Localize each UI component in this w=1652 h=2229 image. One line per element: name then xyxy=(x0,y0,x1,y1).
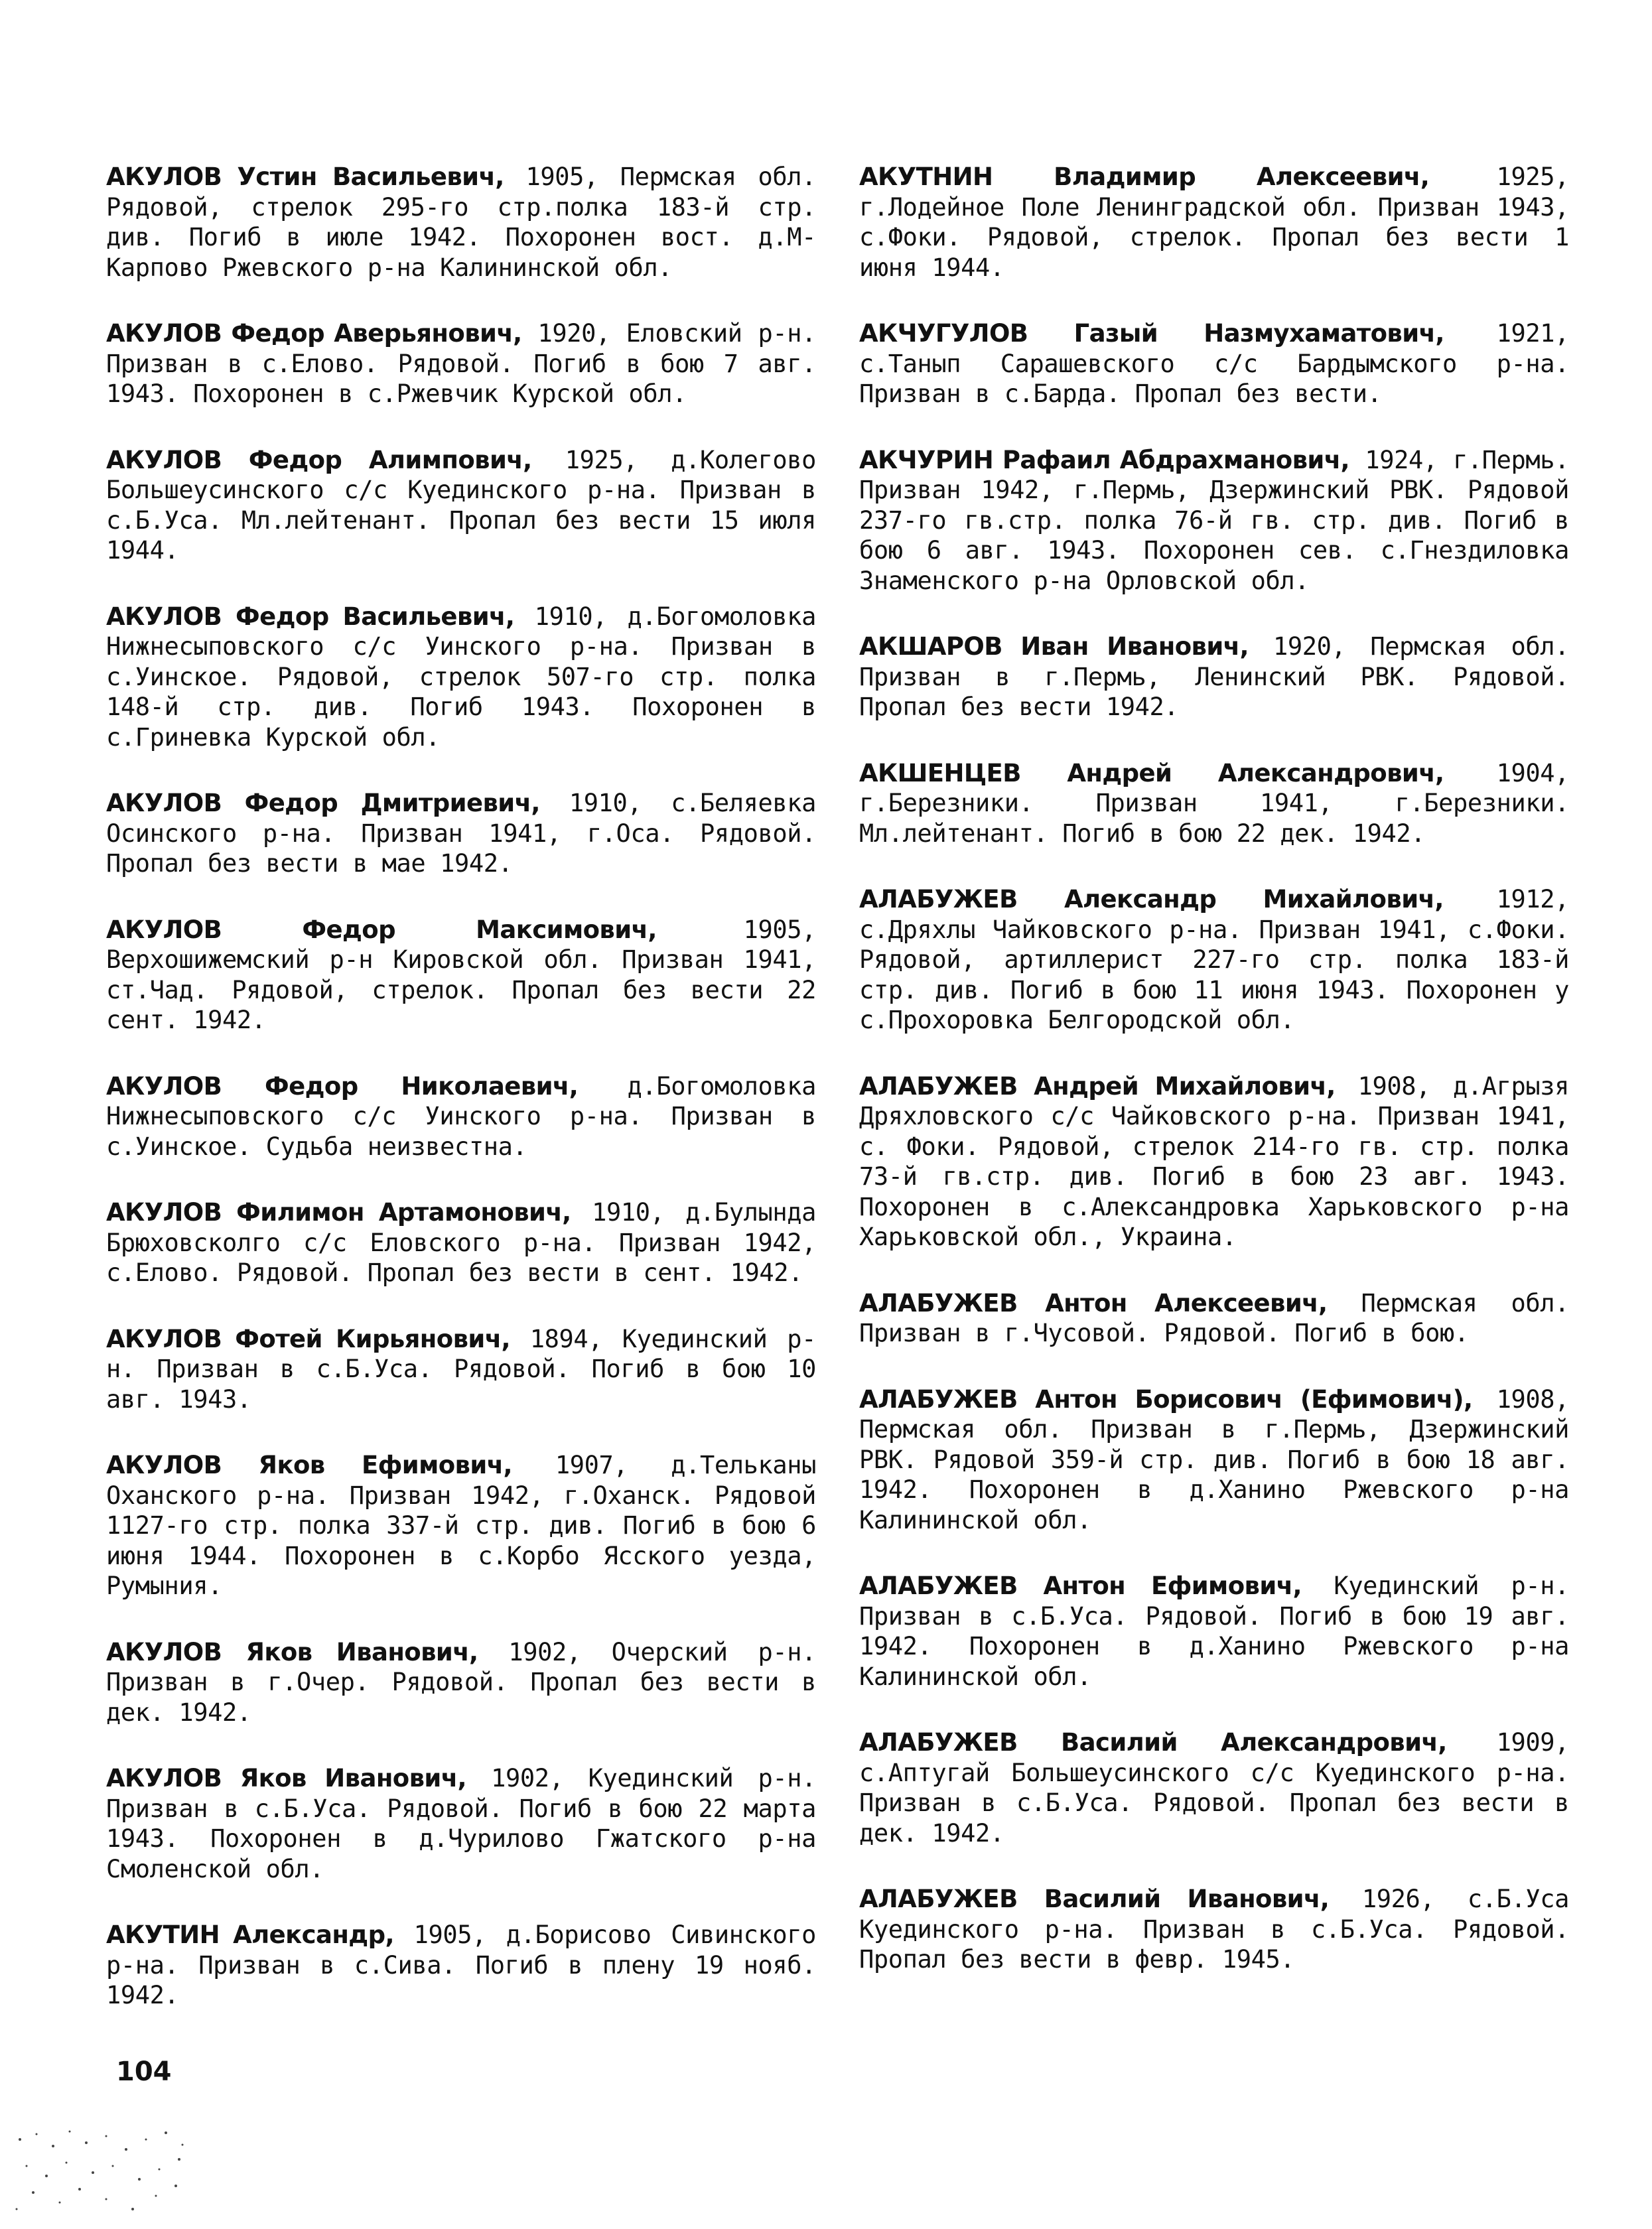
entry xyxy=(106,1197,816,1288)
entry-text: 1925, д.Колегово Большеусинского с/с Куединского р-на. Призван в с.Б.Уса. Мл.лейтенант. Пропал без вести 15 июля 1944. xyxy=(106,445,816,565)
entry xyxy=(859,758,1569,849)
entry-name: АЛАБУЖЕВ Андрей Михайлович, xyxy=(859,1071,1336,1101)
entry-text: 1904, г.Березники. Призван 1941, г.Березники. Мл.лейтенант. Погиб в бою 22 дек. 1942. xyxy=(859,758,1569,848)
entry-name: АКУТНИН Владимир Алексеевич, xyxy=(859,163,1430,191)
entry-name: АКЧУРИН Рафаил Абдрахманович, xyxy=(859,445,1350,474)
entry-text: 1905, Пермская обл. Рядовой, стрелок 295-го стр.полка 183-й стр. див. Погиб в июле 1942. Похоронен вост. д.М-Карпово Ржевского р-на Калининской обл. xyxy=(106,163,816,282)
page-number: 104 xyxy=(116,2057,172,2087)
right-column xyxy=(859,162,1569,2011)
entry xyxy=(106,445,816,566)
entry-name: АКУЛОВ Устин Васильевич, xyxy=(106,163,504,191)
entry-text: 1920, Пермская обл. Призван в г.Пермь, Ленинский РВК. Рядовой. Пропал без вести 1942. xyxy=(859,632,1569,721)
entry-name: АКУЛОВ Федор Максимович, xyxy=(106,915,657,944)
entry-text: 1908, д.Агрызя Дряхловского с/с Чайковского р-на. Призван 1941, с. Фоки. Рядовой, стрелок 214-го гв. стр. полка 73-й гв.стр. див. Погиб в бою 23 авг. 1943. Похоронен в с.Александровка Харьковского р-на Харьковской обл., Украина. xyxy=(859,1071,1570,1251)
entry-name: АКУЛОВ Федор Николаевич, xyxy=(106,1071,579,1101)
entry-name: АКУЛОВ Яков Иванович, xyxy=(106,1637,478,1666)
entry xyxy=(106,788,816,879)
entry xyxy=(859,632,1569,722)
entry xyxy=(859,445,1569,596)
entry-text: 1909, с.Аптугай Большеусинского с/с Куединского р-на. Призван в с.Б.Уса. Рядовой. Пропал без вести в дек. 1942. xyxy=(859,1728,1569,1848)
entry-name: АКУЛОВ Федор Аверьянович, xyxy=(106,319,522,348)
entry-name: АКУЛОВ Яков Иванович, xyxy=(106,1764,466,1792)
entry-name: АКУТИН Александр, xyxy=(106,1921,394,1949)
entry-text: 1905, Верхошижемский р-н Кировской обл. Призван 1941, ст.Чад. Рядовой, стрелок. Пропал без вести 22 сент. 1942. xyxy=(106,915,816,1034)
entry-name: АКЧУГУЛОВ Газый Назмухаматович, xyxy=(859,319,1444,348)
entry-text: 1921, с.Танып Сарашевского с/с Бардымского р-на. Призван в с.Барда. Пропал без вести. xyxy=(859,319,1569,408)
entry xyxy=(859,1385,1569,1536)
entry xyxy=(859,1288,1569,1349)
entry-name: АЛАБУЖЕВ Антон Борисович (Ефимович), xyxy=(859,1385,1473,1414)
entry-name: АКУЛОВ Яков Ефимович, xyxy=(106,1451,512,1479)
entry xyxy=(859,1071,1569,1252)
entry-text: 1925, г.Лодейное Поле Ленинградской обл. Призван 1943, с.Фоки. Рядовой, стрелок. Пропал без вести 1 июня 1944. xyxy=(859,163,1569,282)
entry-name: АКУЛОВ Федор Алимпович, xyxy=(106,445,532,474)
entry-name: АЛАБУЖЕВ Василий Александрович, xyxy=(859,1728,1447,1757)
entry-text: 1910, с.Беляевка Осинского р-на. Призван 1941, г.Оса. Рядовой. Пропал без вести в мае 1942. xyxy=(106,789,816,878)
entry-text: Пермская обл. Призван в г.Чусовой. Рядовой. Погиб в бою. xyxy=(859,1288,1569,1347)
entry xyxy=(859,884,1569,1036)
left-column xyxy=(106,162,816,2047)
entry-text: 1907, д.Тельканы Оханского р-на. Призван 1942, г.Оханск. Рядовой 1127-го стр. полка 337-й стр. див. Погиб в бою 6 июня 1944. Похоронен в с.Корбо Ясского уезда, Румыния. xyxy=(106,1451,816,1600)
entry-name: АКШЕНЦЕВ Андрей Александрович, xyxy=(859,758,1444,787)
entry-text: д.Богомоловка Нижнесыповского с/с Уинского р-на. Призван в с.Уинское. Судьба неизвестна. xyxy=(106,1071,817,1161)
scan-noise xyxy=(7,2120,206,2219)
entry-name: АКШАРОВ Иван Иванович, xyxy=(859,632,1249,661)
entry-name: АЛАБУЖЕВ Александр Михайлович, xyxy=(859,885,1444,913)
entry-text: 1908, Пермская обл. Призван в г.Пермь, Дзержинский РВК. Рядовой 359-й стр. див. Погиб в бою 18 авг. 1942. Похоронен в д.Ханино Ржевского р-на Калининской обл. xyxy=(859,1385,1569,1534)
entry xyxy=(106,318,816,409)
entry-text: 1905, д.Борисово Сивинского р-на. Призван в с.Сива. Погиб в плену 19 нояб. 1942. xyxy=(106,1921,816,2009)
entry-name: АЛАБУЖЕВ Антон Алексеевич, xyxy=(859,1288,1328,1317)
entry xyxy=(859,1727,1569,1848)
entry xyxy=(106,1920,816,2011)
entry xyxy=(106,162,816,283)
entry-text: 1920, Еловский р-н. Призван в с.Елово. Рядовой. Погиб в бою 7 авг. 1943. Похоронен в с.Ржевчик Курской обл. xyxy=(106,319,816,408)
entry-name: АЛАБУЖЕВ Антон Ефимович, xyxy=(859,1572,1302,1600)
entry-name: АЛАБУЖЕВ Василий Иванович, xyxy=(859,1885,1330,1913)
entry-text: 1910, д.Булында Брюховсколго с/с Еловского р-на. Призван 1942, с.Елово. Рядовой. Пропал без вести в сент. 1942. xyxy=(106,1198,816,1287)
entry-text: 1894, Куединский р-н. Призван в с.Б.Уса. Рядовой. Погиб в бою 10 авг. 1943. xyxy=(106,1324,816,1414)
entry xyxy=(106,915,816,1036)
entry xyxy=(859,1571,1569,1692)
entry xyxy=(859,162,1569,283)
entry-text: Куединский р-н. Призван в с.Б.Уса. Рядовой. Погиб в бою 19 авг. 1942. Похоронен в д.Ханино Ржевского р-на Калининской обл. xyxy=(859,1572,1569,1691)
entry-name: АКУЛОВ Фотей Кирьянович, xyxy=(106,1324,510,1353)
entry xyxy=(859,1884,1569,1975)
entry-text: 1912, с.Дряхлы Чайковского р-на. Призван 1941, с.Фоки. Рядовой, артиллерист 227-го стр. полка 183-й стр. див. Погиб в бою 11 июня 1943. Похоронен у с.Прохоровка Белгородской обл. xyxy=(859,885,1569,1034)
entry-name: АКУЛОВ Федор Дмитриевич, xyxy=(106,789,540,817)
entry xyxy=(106,602,816,753)
entry xyxy=(106,1324,816,1415)
entry xyxy=(106,1637,816,1728)
entry-name: АКУЛОВ Филимон Артамонович, xyxy=(106,1198,571,1227)
entry-text: 1902, Очерский р-н. Призван в г.Очер. Рядовой. Пропал без вести в дек. 1942. xyxy=(106,1637,816,1727)
entry-text: 1910, д.Богомоловка Нижнесыповского с/с Уинского р-на. Призван в с.Уинское. Рядовой, стрелок 507-го стр. полка 148-й стр. див. Погиб 1943. Похоронен в с.Гриневка Курской обл. xyxy=(106,602,816,752)
entry-text: 1926, с.Б.Уса Куединского р-на. Призван в с.Б.Уса. Рядовой. Пропал без вести в февр. 1945. xyxy=(859,1885,1569,1974)
entry-text: 1902, Куединский р-н. Призван в с.Б.Уса. Рядовой. Погиб в бою 22 марта 1943. Похоронен в д.Чурилово Гжатского р-на Смоленской обл. xyxy=(106,1764,816,1883)
entry xyxy=(106,1071,816,1162)
entry-name: АКУЛОВ Федор Васильевич, xyxy=(106,602,515,631)
entry-text: 1924, г.Пермь. Призван 1942, г.Пермь, Дзержинский РВК. Рядовой 237-го гв.стр. полка 76-й гв. стр. див. Погиб в бою 6 авг. 1943. Похоронен сев. с.Гнездиловка Знаменского р-на Орловской обл. xyxy=(859,445,1569,595)
entry xyxy=(106,1450,816,1601)
entry xyxy=(106,1763,816,1884)
entry xyxy=(859,318,1569,409)
